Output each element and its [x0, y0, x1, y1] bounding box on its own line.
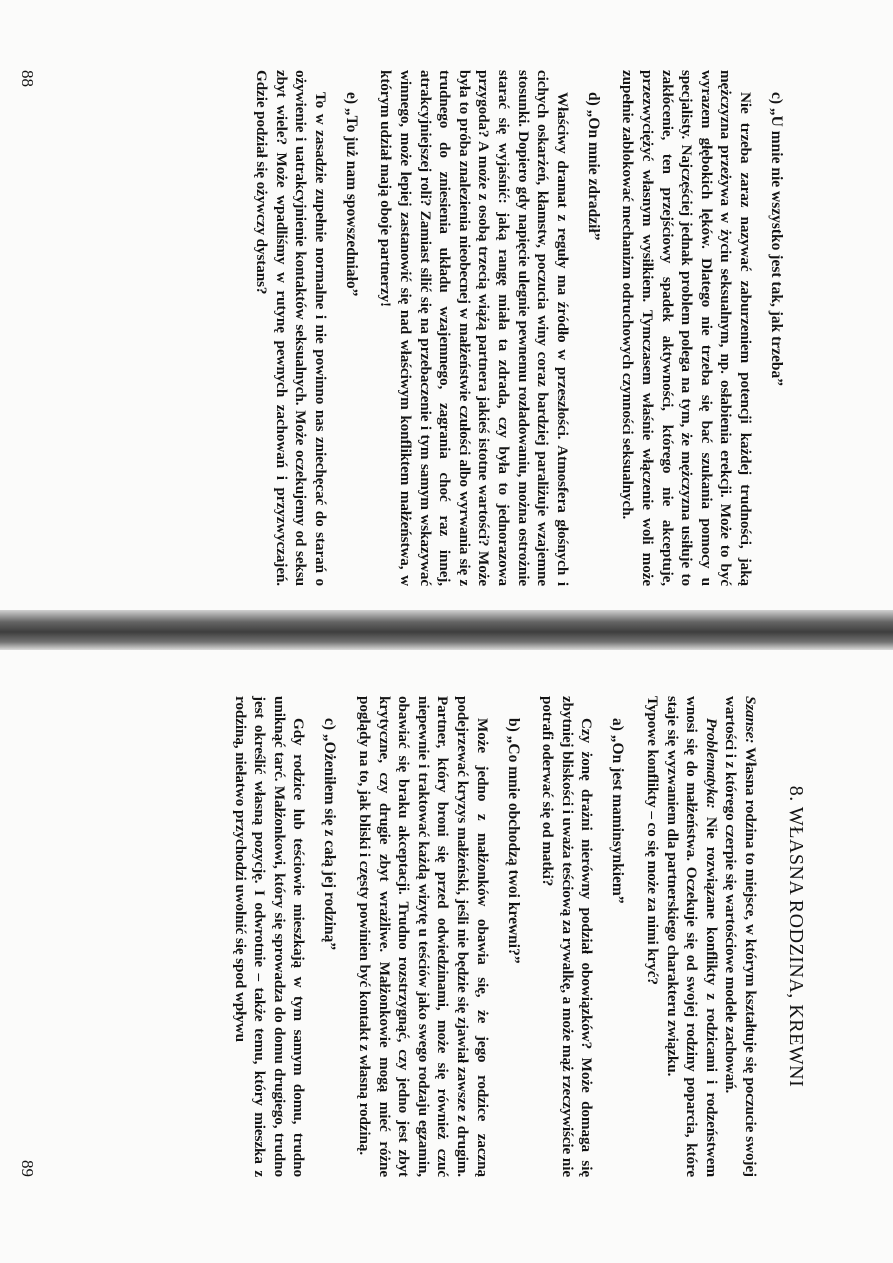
- problematyka-text: Nie rozwiązane konflikty z rodzicami i rodzeństwem wnosi się do małżeństwa. Oczekuje się od swojej rodziny poparcia, które staje się wyzwaniem dla partnerskiego charakteru związku.: [663, 696, 720, 1177]
- intro-szanse: [721, 696, 760, 1177]
- szanse-text: Własna rodzina to miejsce, w którym kształtuje się poczucie swojej wartości i z którego czerpie się wartościowe modele zachowań.: [722, 696, 759, 1177]
- section-heading-e: e) „To już nam spowszedniało”: [342, 92, 360, 297]
- intro-problematyka: [662, 696, 721, 1177]
- problematyka-label: Problematyka:: [702, 718, 720, 809]
- szanse-label: Szanse:: [742, 696, 759, 744]
- intro-closing: Typowe konflikty – co się może za nimi kryć?: [644, 696, 662, 985]
- paragraph: Może jedno z małżonków obawia się, że jego rodzice zaczną podejrzewać kryzys małżeński, jeśli nie będzie się zjawiał zawsze z drugim. Partner, który broni się przed odwiedzinami, może się również czuć niepewnie i traktować każdą wizytę u teściów jako swego rodzaju egzamin, obawiać się braku akceptacji. Trudno rozstrzygnąć, czy jedno jest zbyt krytyczne, czy drugie zbyt wrażliwe. Małżonkowie mogą mieć różne poglądy na to, jak bliski i częsty powinien być kontakt z własną rodziną.: [356, 696, 491, 1177]
- section-heading-b: b) „Co mnie obchodzą twoi krewni?”: [504, 718, 522, 964]
- section-heading-c-left: c) „U mnie nie wszystko jest tak, jak trzeba”: [768, 92, 785, 387]
- page-number-right: 89: [18, 1160, 37, 1177]
- chapter-title: 8. WŁASNA RODZINA, KREWNI: [785, 785, 807, 1088]
- page-89: [0, 650, 893, 1263]
- page-number-left: 88: [18, 70, 37, 87]
- book-gutter-shadow: [0, 610, 893, 650]
- section-heading-d: d) „On mnie zdradził”: [584, 92, 602, 241]
- paragraph: Czy żonę drażni nierówny podział obowiązków? Może domaga się zbytniej bliskości i uważa teściową za rywalkę, a może mąż rzeczywiście nie potrafi oderwać się od matki?: [539, 696, 596, 1177]
- paragraph: Nie trzeba zaraz nazywać zaburzeniem potencji każdej trudności, jaką mężczyzna przeżywa w życiu seksualnym, np. osłabienia erekcji. Może to być wyrazem głębokich lęków. Dlatego nie trzeba się bać szukania pomocy u specjalisty. Najczęściej jednak problem polega na tym, że mężczyzna usiłuje to zakłócenie, ten przejściowy spadek aktywności, którego nie akceptuje, przezwyciężyć własnym wysiłkiem. Tymczasem właśnie włączenie woli może zupełnie zablokować mechanizm odruchowych czynności seksualnych.: [619, 70, 754, 586]
- paragraph: Gdy rodzice lub teściowie mieszkają w tym samym domu, trudno uniknąć tarć. Małżonkowi, który się sprowadza do domu drugiego, trudno jest określić własną pozycję. I odwrotnie – także temu, który mieszka z rodziną, niełatwo przychodzi uwolnić się spod wpływu: [231, 696, 308, 1177]
- page-88: [0, 0, 893, 610]
- paragraph: To w zasadzie zupełnie normalne i nie powinno nas zniechęcać do starań o ożywienie i uatrakcyjnienie kontaktów seksualnych. Może oczekujemy od seksu zbyt wiele? Może wpadliśmy w rutynę pewnych zachowań i przyzwyczajeń. Gdzie podział się ożywczy dystans?: [253, 70, 329, 586]
- paragraph: Właściwy dramat z reguły ma źródło w przeszłości. Atmosfera głośnych i cichych oskarżeń, kłamstw, poczucia winy coraz bardziej paraliżuje wzajemne stosunki. Dopiero gdy napięcie ulegnie pewnemu rozładowaniu, można ostrożnie starać się wyjaśnić: jaką rangę miała ta zdrada, czy była to jednorazowa przygoda? A może z osobą trzecią wiążą partnera jakieś istotne wartości? Może była to próba znalezienia nieobecnej w małżeństwie czułości albo wyrwania się z trudnego do zniesienia układu wzajemnego, zagrania choć raz innej, atrakcyjniejszej roli? Zamiast silić się na przebaczenie i tym samym wskazywać winnego, może lepiej zastanowić się nad właściwym konfliktem małżeństwa, w którym udział mają oboje partnerzy!: [377, 70, 571, 586]
- section-heading-c-right: c) „Ożeniłem się z całą jej rodziną”: [321, 718, 339, 951]
- section-heading-a: a) „On jest maminsynkiem”: [609, 718, 627, 904]
